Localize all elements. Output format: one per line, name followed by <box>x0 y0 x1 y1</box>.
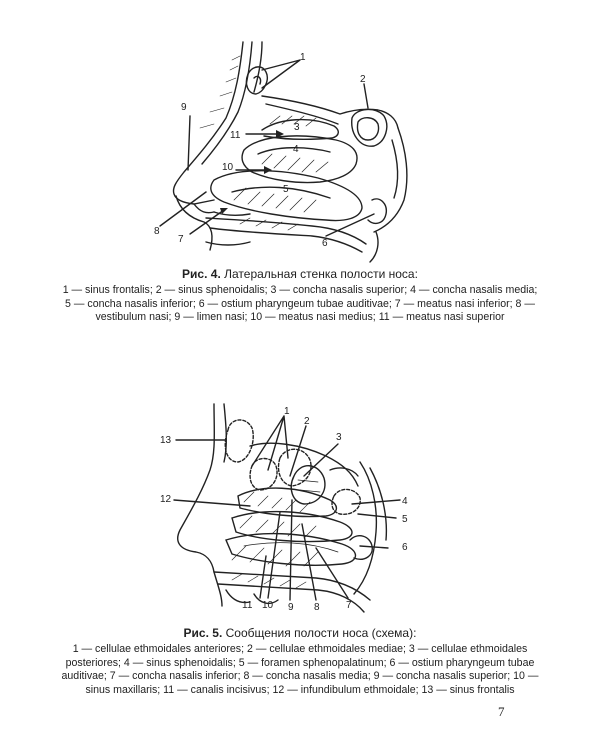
fig5-marker-2: 2 <box>304 416 310 427</box>
fig4-marker-1: 1 <box>300 52 306 63</box>
fig4-marker-5: 5 <box>283 184 289 195</box>
fig4-marker-6: 6 <box>322 238 328 249</box>
fig4-marker-4: 4 <box>293 144 299 155</box>
fig5-marker-11: 11 <box>242 600 253 611</box>
figure-4-legend: 1 — sinus frontalis; 2 — sinus sphenoidalis; 3 — concha nasalis superior; 4 — concha nasalis media; 5 — concha nasalis inferior; 6 — ostium pharyngeum tubae auditivae; 7 — meatus nasi inferior; 8 — vestibulum nasi; 9 — limen nasi; 10 — meatus nasi medius; 11 — meatus nasi superior <box>62 284 538 324</box>
fig5-marker-9: 9 <box>288 602 294 613</box>
fig5-marker-1: 1 <box>284 406 290 417</box>
page-number: 7 <box>498 704 505 719</box>
fig4-marker-9: 9 <box>181 102 187 113</box>
figure-5-caption <box>60 625 540 697</box>
figure-5-label: Рис. 5. <box>183 626 223 640</box>
fig4-marker-2: 2 <box>360 74 366 85</box>
fig4-marker-10: 10 <box>222 162 234 173</box>
fig5-marker-3: 3 <box>336 432 342 443</box>
fig5-marker-12: 12 <box>160 494 172 505</box>
fig5-marker-8: 8 <box>314 602 320 613</box>
fig5-marker-13: 13 <box>160 435 172 446</box>
fig5-marker-6: 6 <box>402 542 408 553</box>
fig5-marker-7: 7 <box>346 600 352 611</box>
fig4-marker-11: 11 <box>230 130 241 141</box>
figure-4-label: Рис. 4. <box>182 267 221 281</box>
figure-5-legend: 1 — cellulae ethmoidales anteriores; 2 — cellulae ethmoidales mediae; 3 — cellulae ethmoidales posteriores; 4 — sinus sphenoidalis; 5 — foramen sphenopalatinum; 6 — ostium pharyngeum tubae auditivae; 7 — concha nasalis inferior; 8 — concha nasalis media; 9 — concha nasalis superior; 10 — sinus maxillaris; 11 — canalis incisivus; 12 — infundibulum ethmoidale; 13 — sinus frontalis <box>61 643 539 696</box>
fig4-marker-3: 3 <box>294 122 300 133</box>
fig4-marker-7: 7 <box>178 234 184 245</box>
figure-5-title-line <box>60 625 540 642</box>
figure-4-title: Латеральная стенка полости носа: <box>224 267 418 281</box>
fig5-marker-10: 10 <box>262 600 274 611</box>
fig4-marker-8: 8 <box>154 226 160 237</box>
fig5-marker-5: 5 <box>402 514 408 525</box>
fig5-marker-4: 4 <box>402 496 408 507</box>
figure-5-title: Сообщения полости носа (схема): <box>225 626 417 640</box>
